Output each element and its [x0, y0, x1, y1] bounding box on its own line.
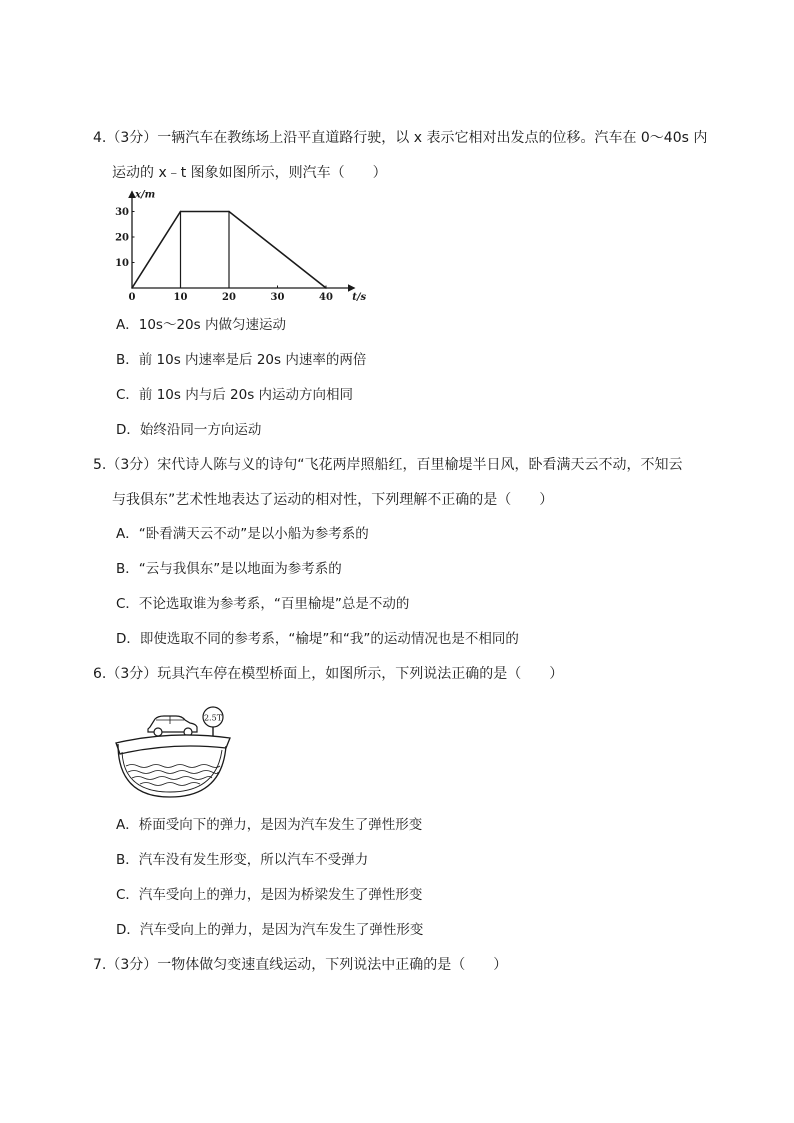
question-5-option-b: B．“云与我俱东”是以地面为参考系的	[116, 561, 342, 577]
y-tick-label: 20	[115, 232, 129, 244]
bridge-figure	[112, 702, 232, 802]
x-tick-label: 40	[319, 292, 333, 303]
question-6-option-a: A．桥面受向下的弹力，是因为汽车发生了弹性形变	[116, 817, 423, 833]
x-tick-label: 30	[270, 292, 285, 303]
question-6-option-b: B．汽车没有发生形变，所以汽车不受弹力	[116, 852, 369, 868]
question-5-option-d: D．即使选取不同的参考系，“榆堤”和“我”的运动情况也是不相同的	[116, 631, 519, 647]
question-5-option-a: A．“卧看满天云不动”是以小船为参考系的	[116, 526, 369, 542]
x-tick-label: 20	[222, 292, 236, 303]
toy-car	[148, 716, 197, 736]
question-5-option-c: C．不论选取谁为参考系，“百里榆堤”总是不动的	[116, 596, 410, 612]
y-axis-label: x/m	[135, 189, 156, 201]
data-point	[228, 211, 230, 213]
x-axis-label: t/s	[352, 292, 367, 303]
question-6-option-d: D．汽车受向上的弹力，是因为汽车发生了弹性形变	[116, 922, 424, 938]
data-point	[325, 287, 327, 289]
x-tick-label: 10	[173, 292, 188, 303]
question-4-option-d: D．始终沿同一方向运动	[116, 422, 262, 438]
question-7-stem: 7.（3分）一物体做匀变速直线运动，下列说法中正确的是（ ）	[93, 957, 508, 973]
question-4-stem-line1: 4.（3分）一辆汽车在教练场上沿平直道路行驶，以 x 表示它相对出发点的位移。汽车在 0～40s 内	[93, 130, 708, 146]
question-6-stem: 6.（3分）玩具汽车停在模型桥面上，如图所示，下列说法正确的是（ ）	[93, 666, 564, 682]
question-4-option-a: A．10s～20s 内做匀速运动	[116, 317, 286, 333]
y-tick-label: 10	[115, 258, 129, 269]
y-tick-label: 30	[115, 207, 129, 218]
question-6-option-c: C．汽车受向上的弹力，是因为桥梁发生了弹性形变	[116, 887, 423, 903]
question-5-stem-line1: 5.（3分）宋代诗人陈与义的诗句“飞花两岸照船红，百里榆堤半日风，卧看满天云不动，不知云	[93, 457, 683, 473]
question-5-stem-line2: 与我俱东”艺术性地表达了运动的相对性，下列理解不正确的是（ ）	[112, 492, 554, 508]
question-4-option-b: B．前 10s 内速率是后 20s 内速率的两倍	[116, 352, 367, 368]
data-point	[180, 211, 182, 213]
x-tick-label: 0	[128, 292, 136, 303]
data-point	[131, 287, 133, 289]
load-limit-sign-text: 2.5T	[203, 713, 223, 723]
question-4-option-c: C．前 10s 内与后 20s 内运动方向相同	[116, 387, 354, 403]
xt-graph	[112, 189, 367, 305]
question-4-stem-line2: 运动的 x﹣t 图象如图所示，则汽车（ ）	[112, 165, 387, 181]
water	[126, 765, 220, 786]
bridge-deck	[116, 735, 230, 754]
